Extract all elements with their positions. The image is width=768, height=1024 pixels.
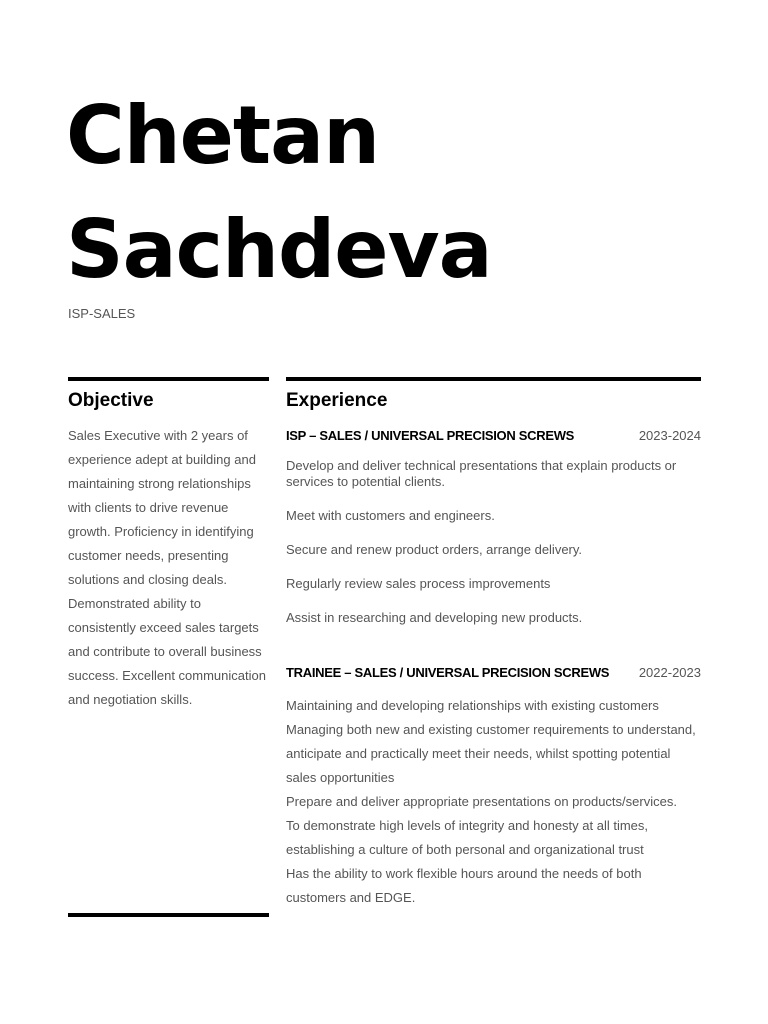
objective-heading: Objective [68,390,154,411]
list-item: Maintaining and developing relationships with existing customers [286,698,659,713]
objective-bottom-rule [68,913,269,917]
name-first: Chetan [66,89,380,182]
list-item: Prepare and deliver appropriate presentations on products/services. [286,794,677,809]
list-item: Managing both new and existing customer requirements to understand, anticipate and practically meet their needs, whilst spotting potential sales opportunities [286,722,696,785]
job-dates-isp-sales: 2023-2024 [638,428,701,443]
job-duties-trainee-sales [286,694,701,910]
job-subtitle: ISP-SALES [68,306,136,321]
objective-top-rule [68,377,269,381]
job-duties-isp-sales [286,458,701,644]
list-item: Develop and deliver technical presentations that explain products or services to potential clients. [286,458,677,489]
experience-top-rule [286,377,701,381]
list-item: Secure and renew product orders, arrange delivery. [286,542,583,557]
objective-text: Sales Executive with 2 years of experience adept at building and maintaining strong relationships with clients to drive revenue growth. Proficiency in identifying customer needs, presenting solutions and closing deals. Demonstrated ability to consistently exceed sales targets and contribute to overall business success. Excellent communication and negotiation skills. [68,428,266,707]
name-last: Sachdeva [66,203,492,296]
job-title-trainee-sales: TRAINEE – SALES / UNIVERSAL PRECISION SCREWS [286,665,610,680]
list-item: Assist in researching and developing new products. [286,610,583,625]
list-item: Meet with customers and engineers. [286,508,495,523]
experience-heading: Experience [286,390,388,411]
job-title-isp-sales: ISP – SALES / UNIVERSAL PRECISION SCREWS [286,428,575,443]
list-item: Has the ability to work flexible hours around the needs of both customers and EDGE. [286,866,642,905]
list-item: To demonstrate high levels of integrity and honesty at all times, establishing a culture of both personal and organizational trust [286,818,649,857]
list-item: Regularly review sales process improvements [286,576,551,591]
job-dates-trainee-sales: 2022-2023 [638,665,701,680]
